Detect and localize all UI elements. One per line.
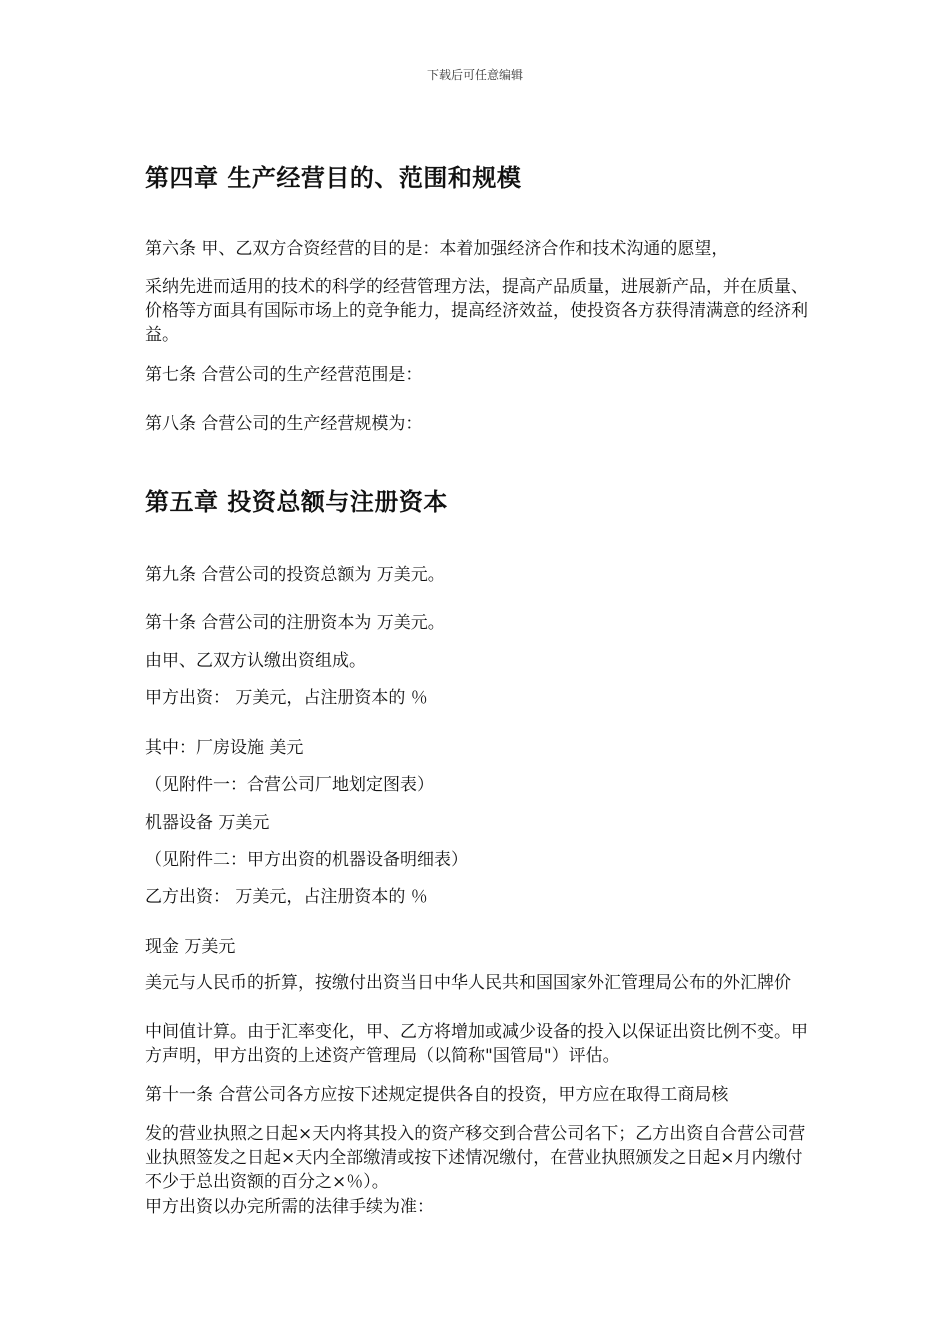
article-11-last: 甲方出资以办完所需的法律手续为准： (145, 1197, 434, 1217)
article-6-body: 采纳先进而适用的技术的科学的经营管理方法，提高产品质量，进展新产品，并在质量、价格等方面具有国际市场上的竞争能力，提高经济效益，使投资各方获得清满意的经济利益。 (145, 277, 808, 345)
chapter-5-heading: 第五章 投资总额与注册资本 (145, 487, 448, 516)
exchange-rate-clause: 美元与人民币的折算，按缴付出资当日中华人民共和国国家外汇管理局公布的外汇牌价 (145, 973, 791, 993)
article-8: 第八条 合营公司的生产经营规模为： (145, 414, 423, 434)
annex-2-note: （见附件二：甲方出资的机器设备明细表） (145, 850, 468, 870)
capital-composition: 由甲、乙双方认缴出资组成。 (145, 651, 366, 671)
article-9: 第九条 合营公司的投资总额为 万美元。 (145, 565, 445, 585)
article-7: 第七条 合营公司的生产经营范围是： (145, 365, 423, 385)
article-6-line1: 第六条 甲、乙双方合资经营的目的是：本着加强经济合作和技术沟通的愿望， (145, 239, 729, 259)
cash-contribution: 现金 万美元 (145, 937, 236, 957)
annex-1-note: （见附件一：合营公司厂地划定图表） (145, 775, 434, 795)
article-11-line1: 第十一条 合营公司各方应按下述规定提供各自的投资，甲方应在取得工商局核 (145, 1085, 729, 1105)
chapter-4-heading: 第四章 生产经营目的、范围和规模 (145, 163, 522, 192)
article-11-body: 发的营业执照之日起×天内将其投入的资产移交到合营公司名下；乙方出资自合营公司营业执照签发之日起×天内全部缴清或按下述情况缴付，在营业执照颁发之日起×月内缴付不少于总出资额的百分之×％）。 (145, 1124, 806, 1192)
factory-facilities: 其中：厂房设施 美元 (145, 738, 304, 758)
article-10: 第十条 合营公司的注册资本为 万美元。 (145, 613, 445, 633)
machinery-equipment: 机器设备 万美元 (145, 813, 270, 833)
page-header: 下载后可任意编辑 (426, 68, 523, 82)
party-b-contribution: 乙方出资： 万美元，占注册资本的 ％ (145, 887, 428, 907)
exchange-rate-clause-cont: 中间值计算。由于汇率变化，甲、乙方将增加或减少设备的投入以保证出资比例不变。甲方声明，甲方出资的上述资产管理局（以简称"国管局"）评估。 (145, 1022, 808, 1066)
party-a-contribution: 甲方出资： 万美元，占注册资本的 ％ (145, 688, 428, 708)
